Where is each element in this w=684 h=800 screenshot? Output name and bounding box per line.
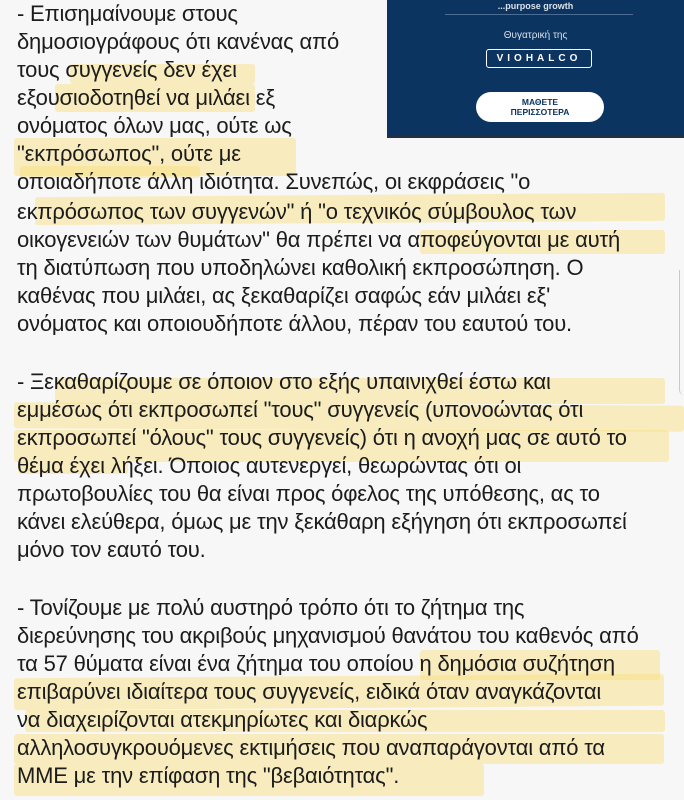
ad-brand-logo: VIOHALCO [486,49,592,68]
ad-subsidiary-label: Θυγατρική της [503,30,568,41]
paragraph-1-line: ονόματος όλων μας, ούτε ως [17,113,292,138]
paragraph-1-line: οικογενειών των θυμάτων" θα πρέπει να αποφεύγονται με αυτή [17,227,621,252]
paragraph-1-line: "εκπρόσωπος", ούτε με [17,141,241,166]
ad-tagline: ...purpose growth [497,1,574,11]
paragraph-1-line: δημοσιογράφους ότι κανένας από [17,29,340,54]
paragraph-2-line: εκπροσωπεί "όλους" τους συγγενείς) ότι η ανοχή μας σε αυτό το [17,425,627,450]
paragraph-2-line: κάνει ελεύθερα, όμως με την ξεκάθαρη εξήγηση ότι εκπροσωπεί [17,509,627,534]
learn-more-button-line2: ΠΕΡΙΣΣΟΤΕΡΑ [510,107,570,117]
paragraph-1-line: καθένας που μιλάει, ας ξεκαθαρίζει σαφώς εάν μιλάει εξ' [17,283,551,308]
paragraph-2-line: θέμα έχει λήξει. Όποιος αυτενεργεί, θεωρώντας ότι οι [17,453,522,478]
learn-more-button-line1: ΜΑΘΕΤΕ [521,97,559,107]
paragraph-3-line: - Τονίζουμε με πολύ αυστηρό τρόπο ότι το ζήτημα της [17,595,525,620]
paragraph-2-line: πρωτοβουλίες του θα είναι προς όφελος της υπόθεσης, ας το [17,481,600,506]
paragraph-1-line: - Επισημαίνουμε στους [17,1,238,26]
paragraph-3-line: να διαχειρίζονται ατεκμηρίωτες και διαρκώς [17,707,428,732]
paragraph-3-line: τα 57 θύματα είναι ένα ζήτημα του οποίου η δημόσια συζήτηση [17,651,615,676]
learn-more-button[interactable] [476,92,604,122]
paragraph-1-line: τους συγγενείς δεν έχει [17,57,237,82]
paragraph-3-line: αλληλοσυγκρουόμενες εκτιμήσεις που αναπαράγονται από τα [17,735,605,760]
paragraph-1-line: ονόματος και οποιουδήποτε άλλου, πέραν του εαυτού του. [17,311,572,336]
paragraph-1-line: τη διατύπωση που υποδηλώνει καθολική εκπροσώπηση. Ο [17,255,584,280]
paragraph-3-line: ΜΜΕ με την επίφαση της "βεβαιότητας". [17,763,400,788]
paragraph-3-line: επιβαρύνει ιδιαίτερα τους συγγενείς, ειδικά όταν αναγκάζονται [17,679,602,704]
paragraph-2-line: - Ξεκαθαρίζουμε σε όποιον στο εξής υπαινιχθεί έστω και [17,369,551,394]
scrollbar-edge[interactable] [679,270,684,395]
ad-divider [445,14,633,15]
paragraph-1-line: εκπρόσωπος των συγγενών" ή "ο τεχνικός σύμβουλος των [17,199,577,224]
ad-banner[interactable] [387,0,684,138]
paragraph-2-line: εμμέσως ότι εκπροσωπεί "τους" συγγενείς (υπονοώντας ότι [17,397,584,422]
paragraph-1-line: οποιαδήποτε άλλη ιδιότητα. Συνεπώς, οι εκφράσεις "ο [17,169,531,194]
paragraph-2-line: μόνο τον εαυτό του. [17,537,206,562]
paragraph-3-line: διερεύνησης του ακριβούς μηχανισμού θανάτου του καθενός από [17,623,639,648]
paragraph-1-line: εξουσιοδοτηθεί να μιλάει εξ [17,85,276,110]
